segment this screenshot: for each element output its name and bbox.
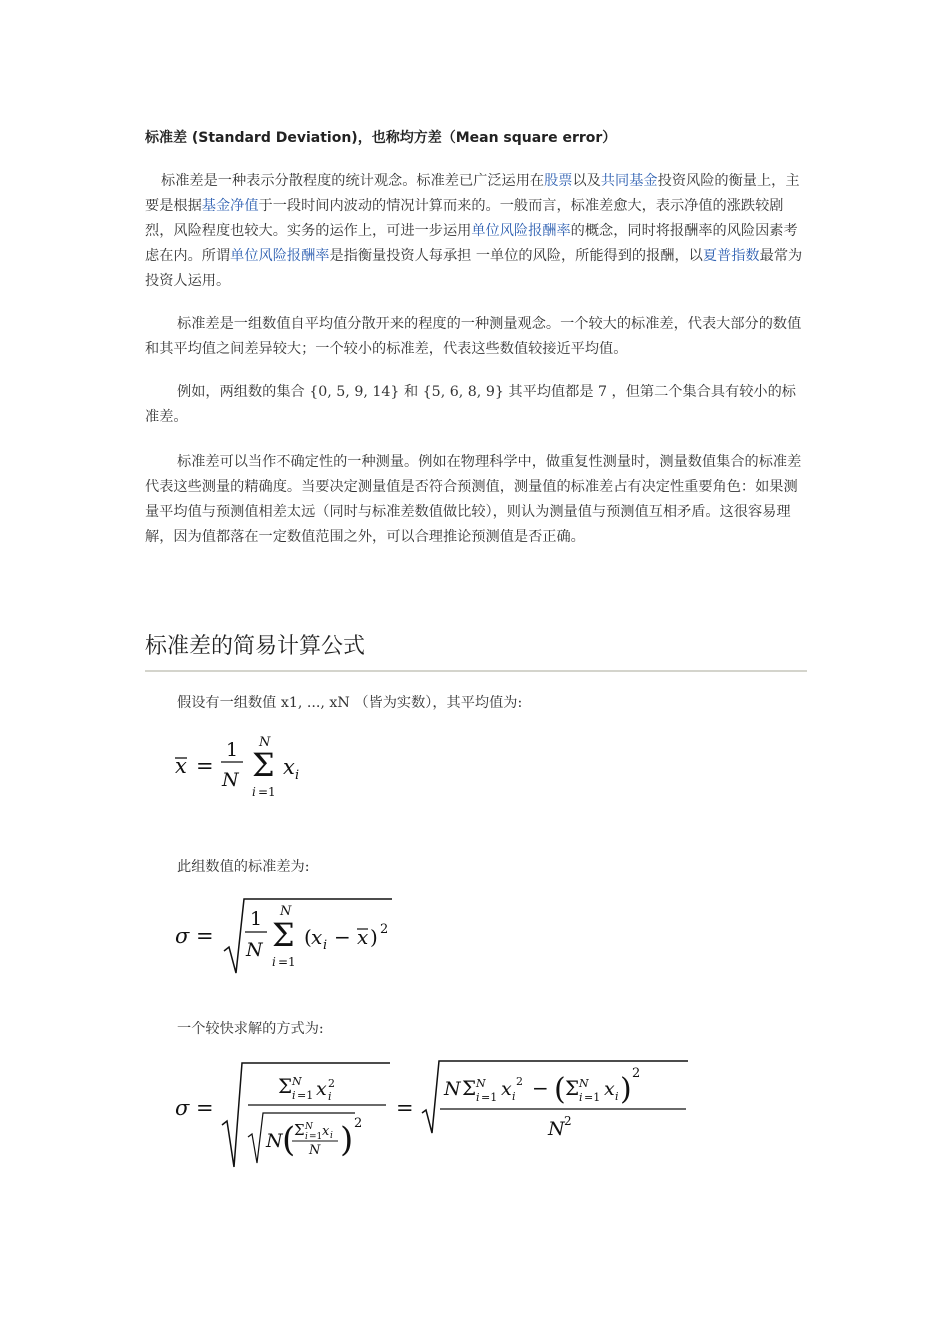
text: 的概念，同时将报酬率的风险因素考虑在内。所谓 (145, 223, 798, 264)
svg-text:N: N (280, 904, 292, 919)
svg-text:2: 2 (564, 1114, 572, 1128)
section-heading: 标准差的简易计算公式 (145, 634, 366, 659)
svg-text:i: i (476, 1091, 480, 1104)
svg-text:Σ: Σ (278, 1074, 293, 1098)
svg-text:−: − (334, 925, 351, 949)
svg-text:N: N (444, 1078, 461, 1100)
svg-text:=1: =1 (258, 785, 276, 799)
svg-text:i: i (323, 938, 328, 953)
svg-text:x: x (311, 925, 323, 949)
link-risk-return-1[interactable]: 单位风险报酬率 (471, 223, 571, 239)
svg-text:N: N (222, 769, 239, 791)
svg-text:x: x (501, 1078, 512, 1100)
svg-text:x: x (316, 1078, 327, 1100)
svg-text:N: N (579, 1077, 589, 1090)
svg-text:N: N (246, 939, 263, 961)
svg-text:N: N (305, 1122, 313, 1132)
quick-std-dev-formula (170, 1055, 700, 1175)
std-dev-formula (170, 893, 400, 978)
svg-text:=: = (196, 924, 214, 948)
svg-text:x: x (283, 755, 295, 779)
link-fund-nav[interactable]: 基金净值 (201, 198, 259, 214)
paragraph-uncertainty (145, 450, 807, 550)
svg-text:): ) (340, 1120, 354, 1160)
svg-text:i: i (295, 768, 300, 783)
svg-text:Σ: Σ (565, 1076, 580, 1100)
heading-divider (145, 670, 807, 672)
svg-text:N: N (266, 1130, 283, 1152)
svg-text:1: 1 (250, 908, 263, 930)
svg-text:i: i (512, 1090, 516, 1103)
svg-text:−: − (532, 1076, 549, 1100)
svg-text:σ: σ (175, 924, 190, 948)
svg-text:2: 2 (632, 1066, 641, 1081)
svg-text:2: 2 (328, 1077, 335, 1090)
text: 投资风险的衡量上，主要是根据 (145, 173, 800, 214)
link-sharpe-ratio[interactable]: 夏普指数 (702, 248, 760, 264)
paragraph-example (145, 380, 807, 430)
svg-text:=: = (196, 754, 214, 778)
svg-text:N: N (476, 1077, 486, 1090)
svg-text:1: 1 (226, 739, 239, 761)
std-dev-intro: 此组数值的标准差为: (177, 859, 310, 875)
text: 标准差可以当作不确定性的一种测量。例如在物理科学中，做重复性测量时，测量数值集合的标准差代表这些测量的精确度。当要决定测量值是否符合预测值，测量值的标准差占有决定性重要角色：如果测量平均值与预测值相差太远（同时与标准差数值做比较），则认为测量值与预测值互相矛盾。这很容易理解，因为值都落在一定数值范围之外，可以合理推论预测值是否正确。 (145, 454, 802, 545)
svg-text:i: i (272, 955, 276, 969)
svg-text:=1: =1 (584, 1091, 601, 1104)
svg-text:Σ: Σ (272, 916, 295, 954)
quick-method-intro: 一个较快求解的方式为: (177, 1021, 324, 1037)
svg-text:N: N (292, 1075, 302, 1088)
svg-text:=: = (196, 1096, 214, 1120)
svg-text:i: i (328, 1090, 332, 1103)
link-stocks[interactable]: 股票 (544, 173, 573, 189)
text: 例如，两组数的集合 {0, 5, 9, 14} 和 {5, 6, 8, 9} 其平均值都是 7 ，但第二个集合具有较小的标准差。 (145, 384, 796, 425)
svg-text:Σ: Σ (252, 746, 275, 784)
svg-text:Σ: Σ (294, 1121, 305, 1139)
svg-text:i: i (292, 1089, 296, 1102)
svg-text:x: x (604, 1078, 615, 1100)
paragraph-intro (145, 169, 807, 294)
document-title: 标准差 (Standard Deviation)，也称均方差（Mean square error） (145, 130, 617, 146)
text: 标准差是一组数值自平均值分散开来的程度的一种测量观念。一个较大的标准差，代表大部分的数值和其平均值之间差异较大；一个较小的标准差，代表这些数值较接近平均值。 (145, 316, 802, 357)
svg-text:x: x (357, 925, 369, 949)
svg-text:=1: =1 (297, 1089, 314, 1102)
svg-text:2: 2 (516, 1075, 523, 1088)
mean-intro: 假设有一组数值 x1, ..., xN （皆为实数），其平均值为: (177, 695, 523, 711)
svg-text:i: i (615, 1090, 619, 1103)
link-mutual-fund[interactable]: 共同基金 (600, 173, 658, 189)
mean-formula (170, 728, 320, 803)
svg-text:i: i (252, 785, 256, 799)
svg-text:i: i (579, 1091, 583, 1104)
svg-text:=1: =1 (278, 955, 296, 969)
paragraph-definition (145, 312, 807, 362)
svg-text:N: N (548, 1118, 565, 1140)
svg-text:(: ( (282, 1120, 296, 1160)
svg-text:i: i (305, 1132, 308, 1142)
svg-text:Σ: Σ (462, 1076, 477, 1100)
svg-text:x: x (175, 754, 187, 778)
svg-text:i: i (330, 1131, 333, 1141)
svg-text:σ: σ (175, 1096, 190, 1120)
svg-text:=: = (396, 1096, 414, 1120)
svg-text:2: 2 (380, 922, 389, 937)
text: 以及 (572, 173, 601, 189)
text: 是指衡量投资人每承担 一单位的风险，所能得到的报酬，以 (329, 248, 703, 264)
svg-text:=1: =1 (481, 1091, 498, 1104)
svg-text:): ) (620, 1072, 632, 1107)
svg-text:N: N (309, 1143, 321, 1158)
link-risk-return-2[interactable]: 单位风险报酬率 (230, 248, 330, 264)
svg-text:N: N (259, 735, 271, 750)
svg-text:(: ( (304, 925, 312, 949)
text: 最常为投资人运用。 (145, 248, 803, 289)
svg-text:x: x (322, 1124, 330, 1139)
svg-text:(: ( (554, 1072, 566, 1107)
svg-text:): ) (370, 925, 378, 949)
svg-text:2: 2 (354, 1116, 363, 1131)
svg-text:=1: =1 (309, 1132, 323, 1142)
text: 于一段时间内波动的情况计算而来的。一般而言，标准差愈大，表示净值的涨跌较剧烈，风险程度也较大。实务的运作上，可进一步运用 (145, 198, 784, 239)
text: 标准差是一种表示分散程度的统计观念。标准差已广泛运用在 (161, 173, 545, 189)
